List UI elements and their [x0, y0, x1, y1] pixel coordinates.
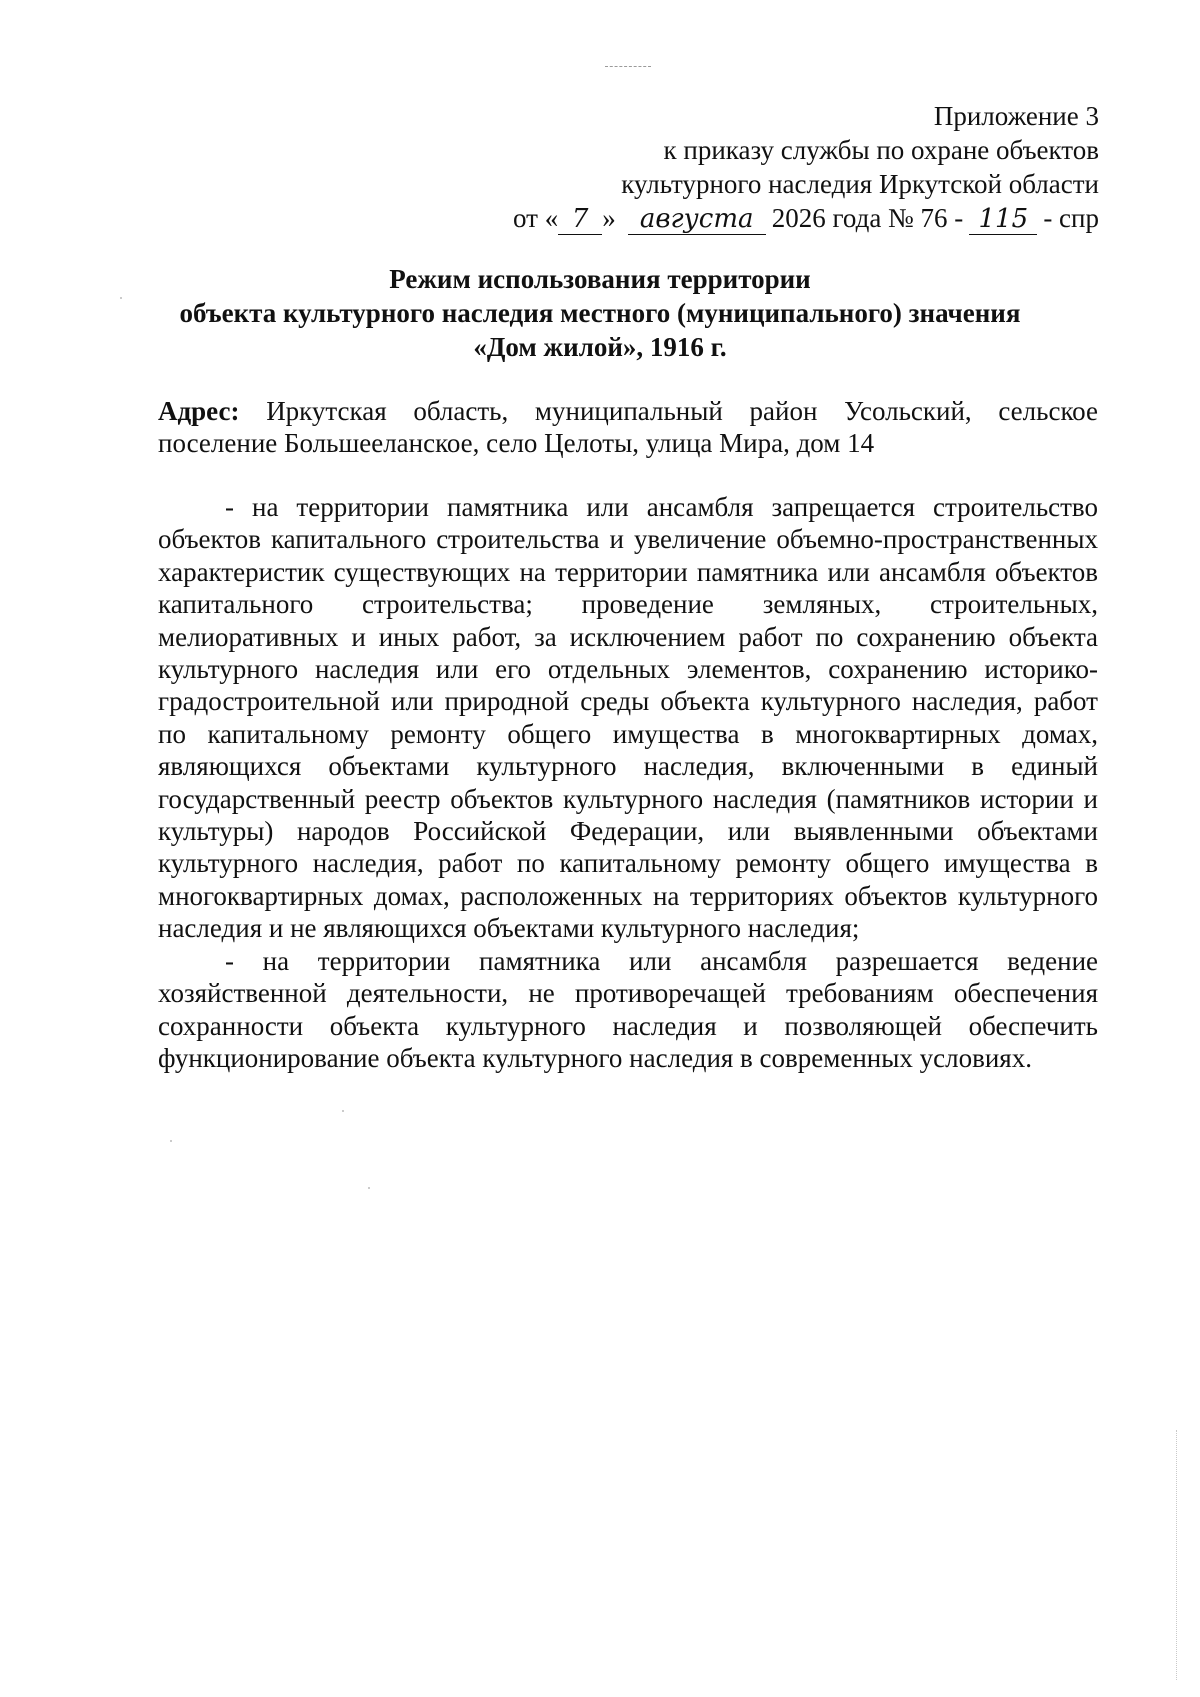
scan-speck [368, 1187, 370, 1189]
handwritten-month: августа [628, 204, 766, 235]
scan-speck [120, 297, 122, 299]
body-paragraph-1: - на территории памятника или ансамбля запрещается строительство объектов капитального строительства и увеличение объемно-пространственных характеристик существующих на территории памятника или ансамбля объектов капитального строительства; проведение земляных, строительных, мелиоративных и иных работ, за исключением работ по сохранению объекта культурного наследия или его отдельных элементов, сохранению историко-градостроительной или природной среды объекта культурного наследия, работ по капитальному ремонту общего имущества в многоквартирных домах, являющихся объектами культурного наследия, включенными в единый государственный реестр объектов культурного наследия (памятников истории и культуры) народов Российской Федерации, или выявленными объектами культурного наследия, работ по капитальному ремонту общего имущества в многоквартирных домах, расположенных на территориях объектов культурного наследия и не являющихся объектами культурного наследия; [158, 492, 1098, 944]
date-prefix: от « [513, 203, 559, 233]
title-line-3: «Дом жилой», 1916 г. [473, 332, 727, 362]
scan-mark [605, 66, 651, 67]
scan-speck [170, 1140, 172, 1142]
appendix-label: Приложение 3 [933, 101, 1099, 131]
order-date-line [513, 201, 1099, 235]
date-close-quote: » [602, 203, 616, 233]
document-title [150, 262, 1050, 364]
scan-edge-line [1176, 1430, 1177, 1680]
date-year-text: 2026 года № 76 - [771, 203, 964, 233]
title-line-2: объекта культурного наследия местного (муниципального) значения [179, 298, 1021, 328]
handwritten-day: 7 [558, 204, 602, 235]
address-text: Иркутская область, муниципальный район Усольский, сельское поселение Большееланское, село Целоты, улица Мира, дом 14 [158, 396, 1098, 458]
scan-speck [342, 1110, 344, 1112]
order-line-1: к приказу службы по охране объектов [663, 135, 1099, 165]
handwritten-order-number: 115 [969, 204, 1037, 235]
address-label: Адрес: [158, 396, 240, 426]
title-line-1: Режим использования территории [389, 264, 811, 294]
body-paragraph-2: - на территории памятника или ансамбля разрешается ведение хозяйственной деятельности, не противоречащей требованиям обеспечения сохранности объекта культурного наследия и позволяющей обеспечить функционирование объекта культурного наследия в современных условиях. [158, 945, 1098, 1073]
order-line-2: культурного наследия Иркутской области [621, 169, 1099, 199]
order-suffix: - спр [1043, 203, 1099, 233]
document-body [158, 491, 1098, 1074]
address-block [158, 395, 1098, 459]
appendix-header [513, 99, 1099, 235]
